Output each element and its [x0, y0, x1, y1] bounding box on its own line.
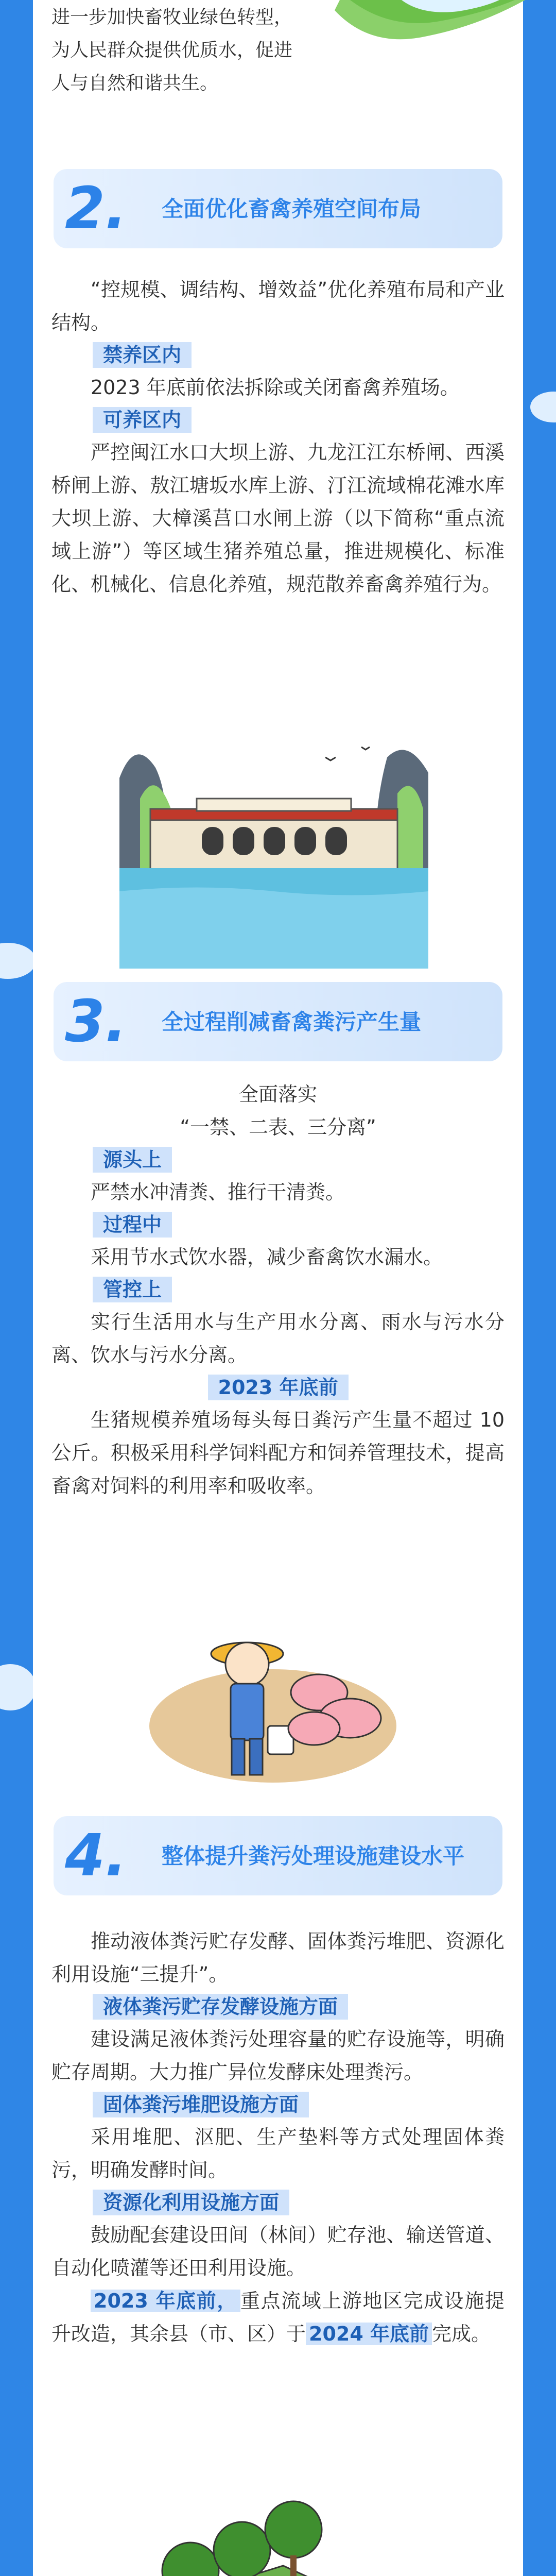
- trees-pipe-illustration: [129, 2488, 417, 2576]
- river-sluice-illustration: [119, 737, 428, 969]
- section-2-intro: “控规模、调结构、增效益”优化养殖布局和产业结构。: [51, 278, 505, 334]
- tag-resource-facility: 资源化利用设施方面: [93, 2190, 289, 2215]
- section-3-p1: 严禁水冲清粪、推行干清粪。: [91, 1181, 345, 1204]
- section-3-body: [51, 1078, 505, 1502]
- tag-liquid-facility: 液体粪污贮存发酵设施方面: [93, 1994, 348, 2020]
- section-2-header: [54, 169, 502, 248]
- section-3-center-2: “一禁、二表、三分离”: [180, 1116, 376, 1139]
- section-3-number: 3.: [65, 988, 127, 1055]
- section-3-p3: 实行生活用水与生产用水分离、雨水与污水分离、饮水与污水分离。: [51, 1311, 505, 1366]
- top-line-2: 为人民群众提供优质水，促进: [51, 40, 293, 61]
- section-2-p2: 严控闽江水口大坝上游、九龙江江东桥闸、西溪桥闸上游、敖江塘坂水库上游、汀江流域棉花滩水库大坝上游、大樟溪莒口水闸上游（以下简称“重点流域上游”）等区域生猪养殖总量，推进规模化、标准化、机械化、信息化养殖，规范散养畜禽养殖行为。: [51, 441, 505, 596]
- cloud-left-2: [0, 1664, 36, 1710]
- section-2-body: [51, 273, 505, 601]
- section-4-body: [51, 1925, 505, 2350]
- top-line-1: 进一步加快畜牧业绿色转型，: [51, 7, 293, 28]
- highlight-2024: 2024 年底前: [306, 2323, 432, 2345]
- section-4-number: 4.: [65, 1822, 127, 1889]
- section-3-center-1: 全面落实: [238, 1083, 317, 1106]
- section-3-header: [54, 982, 502, 1061]
- section-4-title: 整体提升粪污处理设施建设水平: [162, 1843, 465, 1869]
- section-4-p1: 建设满足液体粪污处理容量的贮存设施等，明确贮存周期。大力推广异位发酵床处理粪污。: [51, 2028, 505, 2083]
- highlight-2023: 2023 年底前，: [91, 2290, 240, 2312]
- final-end-text: 完成。: [432, 2323, 491, 2345]
- tag-allowed-zone: 可养区内: [93, 407, 192, 433]
- cloud-right-1: [530, 392, 556, 422]
- final-middle-text: 重点流域上游地区完成设施提升改造，其余县（市、区）于: [51, 2290, 505, 2345]
- cloud-left-1: [0, 943, 36, 979]
- top-text: [51, 1, 505, 100]
- top-line-3: 人与自然和谐共生。: [51, 73, 219, 94]
- section-4-p2: 采用堆肥、沤肥、生产垫料等方式处理固体粪污，明确发酵时间。: [51, 2126, 505, 2181]
- section-3-title: 全过程削减畜禽粪污产生量: [162, 1009, 422, 1035]
- tag-control: 管控上: [93, 1277, 172, 1302]
- tag-deadline-2023: 2023 年底前: [208, 1375, 349, 1400]
- section-4-final: [51, 2284, 505, 2350]
- section-4-p3: 鼓励配套建设田间（林间）贮存池、输送管道、自动化喷灌等还田利用设施。: [51, 2224, 505, 2279]
- tag-process: 过程中: [93, 1212, 172, 1238]
- section-2-number: 2.: [65, 175, 127, 242]
- section-4-header: [54, 1816, 502, 1895]
- section-2-p1: 2023 年底前依法拆除或关闭畜禽养殖场。: [91, 376, 460, 399]
- farmer-pigs-illustration: [144, 1623, 402, 1793]
- tag-forbidden-zone: 禁养区内: [93, 342, 192, 368]
- tag-source: 源头上: [93, 1147, 172, 1173]
- tag-solid-facility: 固体粪污堆肥设施方面: [93, 2092, 309, 2117]
- section-3-p2: 采用节水式饮水器，减少畜禽饮水漏水。: [91, 1246, 443, 1268]
- section-2-title: 全面优化畜禽养殖空间布局: [162, 196, 422, 222]
- section-4-intro: 推动液体粪污贮存发酵、固体粪污堆肥、资源化利用设施“三提升”。: [51, 1930, 505, 1986]
- section-3-p4: 生猪规模养殖场每头每日粪污产生量不超过 10 公斤。积极采用科学饲料配方和饲养管理技术，提高畜禽对饲料的利用率和吸收率。: [51, 1409, 505, 1497]
